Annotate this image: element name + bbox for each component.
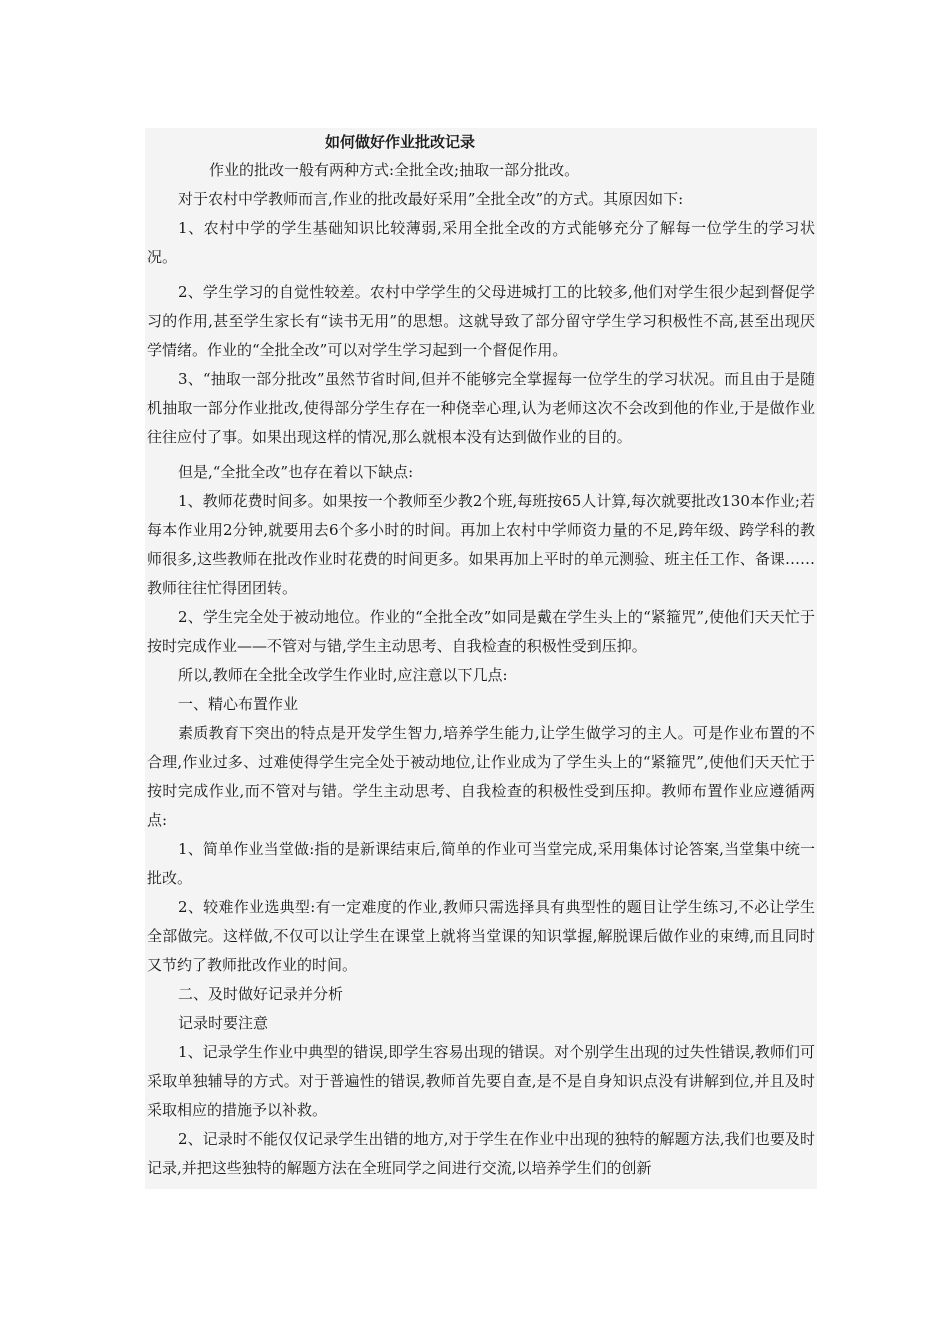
paragraph-drawbacks-lead: 但是,“全批全改”也存在着以下缺点: (178, 463, 414, 481)
paragraph-reason-1: 1、农村中学的学生基础知识比较薄弱,采用全批全改的方式能够充分了解每一位学生的学习状况。 (147, 219, 815, 266)
section-heading-1: 一、精心布置作业 (178, 695, 299, 713)
paragraph-drawback-1: 1、教师花费时间多。如果按一个教师至少教2个班,每班按65人计算,每次就要批改130本作业;若每本作业用2分钟,就要用去6个多小时的时间。再加上农村中学师资力量的不足,跨年级、跨学科的教师很多,这些教师在批改作业时花费的时间更多。如果再加上平时的单元测验、班主任工作、备课……教师往往忙得团团转。 (147, 492, 815, 597)
paragraph-reason-2: 2、学生学习的自觉性较差。农村中学学生的父母进城打工的比较多,他们对学生很少起到督促学习的作用,甚至学生家长有“读书无用”的思想。这就导致了部分留守学生学习积极性不高,甚至出现厌学情绪。作业的“全批全改”可以对学生学习起到一个督促作用。 (147, 283, 815, 359)
paragraph-section-1-point-2: 2、较难作业选典型:有一定难度的作业,教师只需选择具有典型性的题目让学生练习,不必让学生全部做完。这样做,不仅可以让学生在课堂上就将当堂课的知识掌握,解脱课后做作业的束缚,而且同时又节约了教师批改作业的时间。 (147, 898, 815, 974)
paragraph-record-notes: 记录时要注意 (178, 1014, 269, 1032)
paragraph-section-2-point-2: 2、记录时不能仅仅记录学生出错的地方,对于学生在作业中出现的独特的解题方法,我们也要及时记录,并把这些独特的解题方法在全班同学之间进行交流,以培养学生们的创新 (147, 1130, 815, 1177)
paragraph-intro: 作业的批改一般有两种方式:全批全改;抽取一部分批改。 (209, 161, 580, 179)
paragraph-notes-lead: 所以,教师在全批全改学生作业时,应注意以下几点: (178, 666, 508, 684)
article-body (145, 128, 817, 1189)
paragraph-reason-lead: 对于农村中学教师而言,作业的批改最好采用”全批全改”的方式。其原因如下: (178, 190, 684, 208)
section-heading-2: 二、及时做好记录并分析 (178, 985, 344, 1003)
paragraph-section-1-point-1: 1、简单作业当堂做:指的是新课结束后,简单的作业可当堂完成,采用集体讨论答案,当堂集中统一批改。 (147, 840, 815, 887)
document-title: 如何做好作业批改记录 (325, 133, 476, 151)
paragraph-drawback-2: 2、学生完全处于被动地位。作业的“全批全改”如同是戴在学生头上的“紧箍咒”,使他们天天忙于按时完成作业——不管对与错,学生主动思考、自我检查的积极性受到压抑。 (147, 608, 815, 655)
paragraph-section-1-body: 素质教育下突出的特点是开发学生智力,培养学生能力,让学生做学习的主人。可是作业布置的不合理,作业过多、过难使得学生完全处于被动地位,让作业成为了学生头上的“紧箍咒”,使他们天天忙于按时完成作业,而不管对与错。学生主动思考、自我检查的积极性受到压抑。教师布置作业应遵循两点: (147, 724, 815, 829)
paragraph-reason-3: 3、“抽取一部分批改”虽然节省时间,但并不能够完全掌握每一位学生的学习状况。而且由于是随机抽取一部分作业批改,使得部分学生存在一种侥幸心理,认为老师这次不会改到他的作业,于是做作业往往应付了事。如果出现这样的情况,那么就根本没有达到做作业的目的。 (147, 370, 815, 446)
paragraph-section-2-point-1: 1、记录学生作业中典型的错误,即学生容易出现的错误。对个别学生出现的过失性错误,教师们可采取单独辅导的方式。对于普遍性的错误,教师首先要自查,是不是自身知识点没有讲解到位,并且及时采取相应的措施予以补救。 (147, 1043, 815, 1119)
